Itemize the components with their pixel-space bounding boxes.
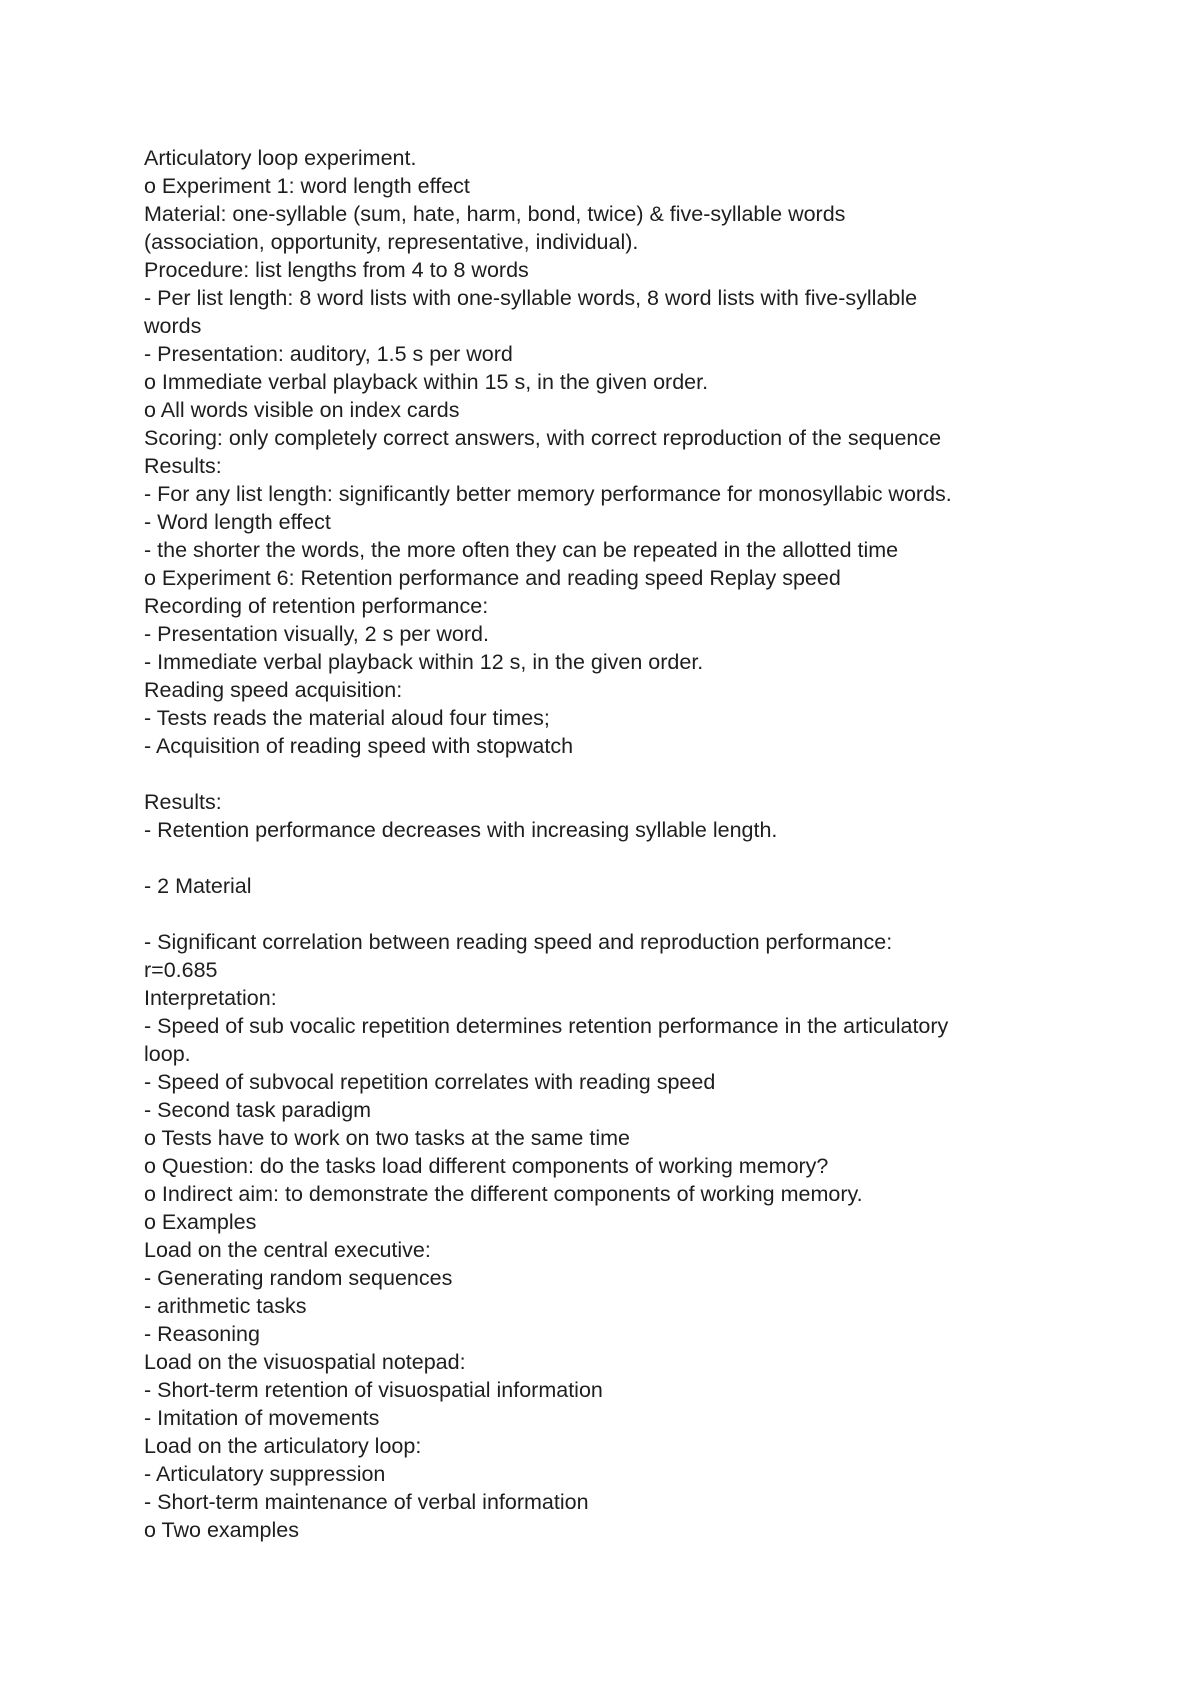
document-body xyxy=(144,144,1074,1544)
text-line: Load on the articulatory loop: xyxy=(144,1434,422,1458)
text-line: loop. xyxy=(144,1042,191,1066)
text-line: Load on the visuospatial notepad: xyxy=(144,1350,466,1374)
text-line: o Experiment 6: Retention performance and reading speed Replay speed xyxy=(144,566,841,590)
text-line: - Speed of subvocal repetition correlates with reading speed xyxy=(144,1070,716,1094)
text-line: Recording of retention performance: xyxy=(144,594,489,618)
text-line: - Tests reads the material aloud four times; xyxy=(144,706,550,730)
text-line: - Articulatory suppression xyxy=(144,1462,386,1486)
text-line: - 2 Material xyxy=(144,874,252,898)
text-line: - Presentation: auditory, 1.5 s per word xyxy=(144,342,513,366)
text-line: r=0.685 xyxy=(144,958,218,982)
text-line: (association, opportunity, representative, individual). xyxy=(144,230,639,254)
document-title: Articulatory loop experiment. xyxy=(144,146,417,170)
text-line: o Question: do the tasks load different components of working memory? xyxy=(144,1154,829,1178)
text-line: o Experiment 1: word length effect xyxy=(144,174,470,198)
text-line: - Acquisition of reading speed with stopwatch xyxy=(144,734,574,758)
text-line: - Generating random sequences xyxy=(144,1266,453,1290)
text-line: - Presentation visually, 2 s per word. xyxy=(144,622,489,646)
text-line: o Two examples xyxy=(144,1518,299,1542)
text-line: Material: one-syllable (sum, hate, harm, bond, twice) & five-syllable words xyxy=(144,202,846,226)
text-line: Interpretation: xyxy=(144,986,277,1010)
text-line: - Short-term maintenance of verbal information xyxy=(144,1490,589,1514)
blank-line xyxy=(144,900,1074,928)
text-line: o Examples xyxy=(144,1210,257,1234)
text-line: Scoring: only completely correct answers, with correct reproduction of the sequence xyxy=(144,426,942,450)
text-line: Results: xyxy=(144,790,222,814)
text-line: - For any list length: significantly better memory performance for monosyllabic words. xyxy=(144,482,952,506)
text-line: - Second task paradigm xyxy=(144,1098,372,1122)
text-line: Results: xyxy=(144,454,222,478)
text-line: o Tests have to work on two tasks at the same time xyxy=(144,1126,630,1150)
text-line: - arithmetic tasks xyxy=(144,1294,307,1318)
text-line: o Immediate verbal playback within 15 s, in the given order. xyxy=(144,370,709,394)
text-line: - Significant correlation between reading speed and reproduction performance: xyxy=(144,930,893,954)
text-line: o Indirect aim: to demonstrate the different components of working memory. xyxy=(144,1182,863,1206)
text-line: - Short-term retention of visuospatial information xyxy=(144,1378,603,1402)
text-line: - Immediate verbal playback within 12 s, in the given order. xyxy=(144,650,704,674)
text-line: Reading speed acquisition: xyxy=(144,678,403,702)
blank-line xyxy=(144,844,1074,872)
text-line: - Per list length: 8 word lists with one-syllable words, 8 word lists with five-syllable xyxy=(144,286,918,310)
text-line: - Imitation of movements xyxy=(144,1406,380,1430)
text-line: Load on the central executive: xyxy=(144,1238,431,1262)
text-line: Procedure: list lengths from 4 to 8 words xyxy=(144,258,529,282)
text-line: - the shorter the words, the more often they can be repeated in the allotted time xyxy=(144,538,899,562)
text-line: words xyxy=(144,314,202,338)
text-line: - Word length effect xyxy=(144,510,331,534)
text-line: - Retention performance decreases with increasing syllable length. xyxy=(144,818,778,842)
blank-line xyxy=(144,760,1074,788)
text-line: - Reasoning xyxy=(144,1322,260,1346)
text-line: - Speed of sub vocalic repetition determines retention performance in the articulatory xyxy=(144,1014,949,1038)
text-line: o All words visible on index cards xyxy=(144,398,460,422)
